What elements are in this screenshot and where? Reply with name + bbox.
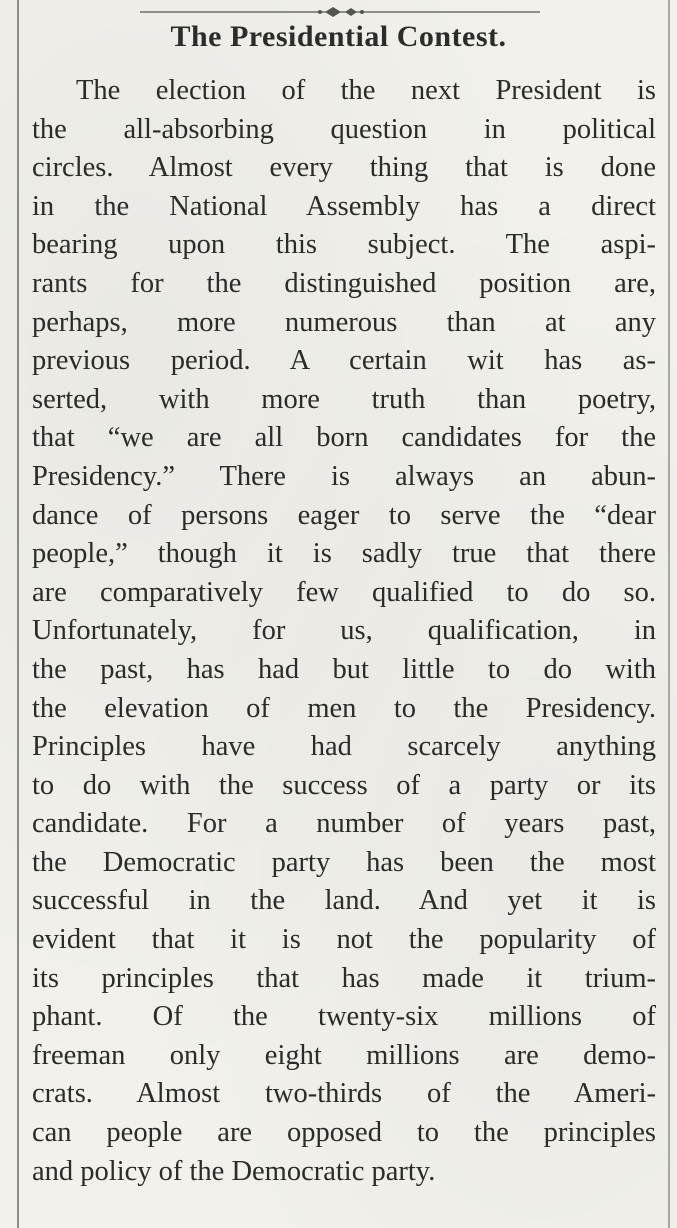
article-line: Presidency.” There is always an abun- (32, 460, 656, 492)
article-line: circles. Almost every thing that is done (32, 152, 656, 184)
article-line: in the National Assembly has a direct (32, 190, 656, 222)
article-line: rants for the distinguished position are, (32, 267, 656, 299)
article-line: phant. Of the twenty-six millions of (32, 1001, 656, 1033)
article-line: candidate. For a number of years past, (32, 808, 656, 840)
article-line: and policy of the Democratic party. (32, 1155, 436, 1187)
article-line: people,” though it is sadly true that there (32, 538, 656, 570)
article-line: its principles that has made it trium- (32, 962, 656, 994)
article-line: evident that it is not the popularity of (32, 924, 656, 956)
article-line: to do with the success of a party or its (32, 769, 656, 801)
column-rule-right (668, 0, 670, 1228)
article-line: bearing upon this subject. The aspi- (32, 229, 656, 261)
article-line: the past, has had but little to do with (32, 653, 656, 685)
article-line: that “we are all born candidates for the (32, 422, 656, 454)
article-line: can people are opposed to the principles (32, 1117, 656, 1149)
article-line: freeman only eight millions are demo- (32, 1039, 656, 1071)
article-line: dance of persons eager to serve the “dear (32, 499, 656, 531)
column-rule-left (17, 0, 19, 1228)
article-line: the Democratic party has been the most (32, 846, 656, 878)
article-line: Principles have had scarcely anything (32, 731, 656, 763)
article-line: The election of the next President is (76, 75, 656, 106)
header-ornament-icon (140, 5, 540, 19)
article-line: the all-absorbing question in political (32, 113, 656, 145)
article-line: Unfortunately, for us, qualification, in (32, 615, 656, 647)
article-line: serted, with more truth than poetry, (32, 383, 656, 415)
article-line: perhaps, more numerous than at any (32, 306, 656, 338)
article-line: successful in the land. And yet it is (32, 885, 656, 917)
article-headline: The Presidential Contest. (170, 20, 507, 53)
article-line: are comparatively few qualified to do so. (32, 576, 656, 608)
article-line: previous period. A certain wit has as- (32, 345, 656, 377)
article-body (32, 72, 656, 1191)
article-line: the elevation of men to the Presidency. (32, 692, 656, 724)
article-line: crats. Almost two-thirds of the Ameri- (32, 1078, 656, 1110)
